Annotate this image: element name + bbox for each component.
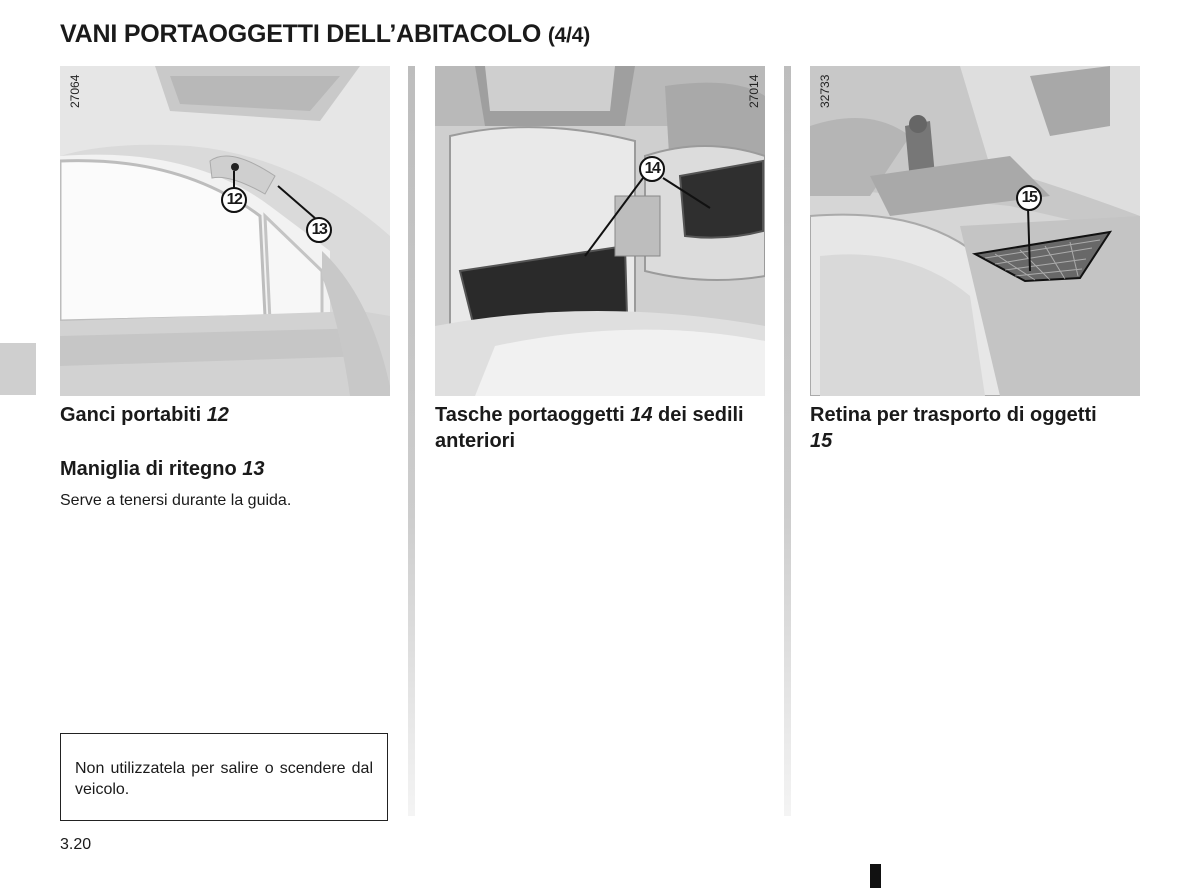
page-title xyxy=(60,20,590,49)
column-divider-1 xyxy=(408,66,415,816)
warning-text: Non utilizzatela per salire o scendere dal veicolo. xyxy=(75,760,373,798)
page-title-suffix: (4/4) xyxy=(547,24,591,47)
heading-ref: 13 xyxy=(242,458,265,480)
seat-pocket-illustration xyxy=(435,66,765,396)
heading-ref: 12 xyxy=(206,404,229,426)
heading-text: Maniglia di ritegno xyxy=(60,458,243,480)
callout-13: 13 xyxy=(306,217,332,243)
cargo-net-illustration xyxy=(810,66,1140,396)
warning-box xyxy=(60,733,388,821)
heading-ref: 15 xyxy=(810,430,833,452)
heading-text: Ganci portabiti xyxy=(60,404,207,426)
callout-14: 14 xyxy=(639,156,665,182)
heading-seat-pockets xyxy=(435,402,765,454)
hook-marker xyxy=(231,163,239,171)
callout-12: 12 xyxy=(221,187,247,213)
print-mark xyxy=(870,864,881,888)
photo-rear-roof-handle xyxy=(60,66,390,396)
heading-text: Retina per trasporto di oggetti xyxy=(810,404,1097,426)
page-number: 3.20 xyxy=(60,836,92,853)
heading-cargo-net xyxy=(810,402,1110,454)
page-title-text: VANI PORTAOGGETTI DELL’ABITACOLO xyxy=(60,20,542,48)
chapter-tab xyxy=(0,343,36,395)
photo-code: 32733 xyxy=(818,74,832,108)
photo-code: 27014 xyxy=(747,74,761,108)
heading-grab-handle xyxy=(60,456,390,482)
heading-text: Tasche portaoggetti xyxy=(435,404,631,426)
column-divider-2 xyxy=(784,66,791,816)
heading-coat-hooks xyxy=(60,402,390,428)
heading-ref: 14 xyxy=(630,404,653,426)
photo-seat-back-pockets xyxy=(435,66,765,396)
photo-code: 27064 xyxy=(68,74,82,108)
photo-cargo-net xyxy=(810,66,1140,396)
heading-tail: dei sedili anteriori xyxy=(435,404,744,452)
callout-15: 15 xyxy=(1016,185,1042,211)
grab-handle-description: Serve a tenersi durante la guida. xyxy=(60,492,292,509)
roof-handle-illustration xyxy=(60,66,390,396)
